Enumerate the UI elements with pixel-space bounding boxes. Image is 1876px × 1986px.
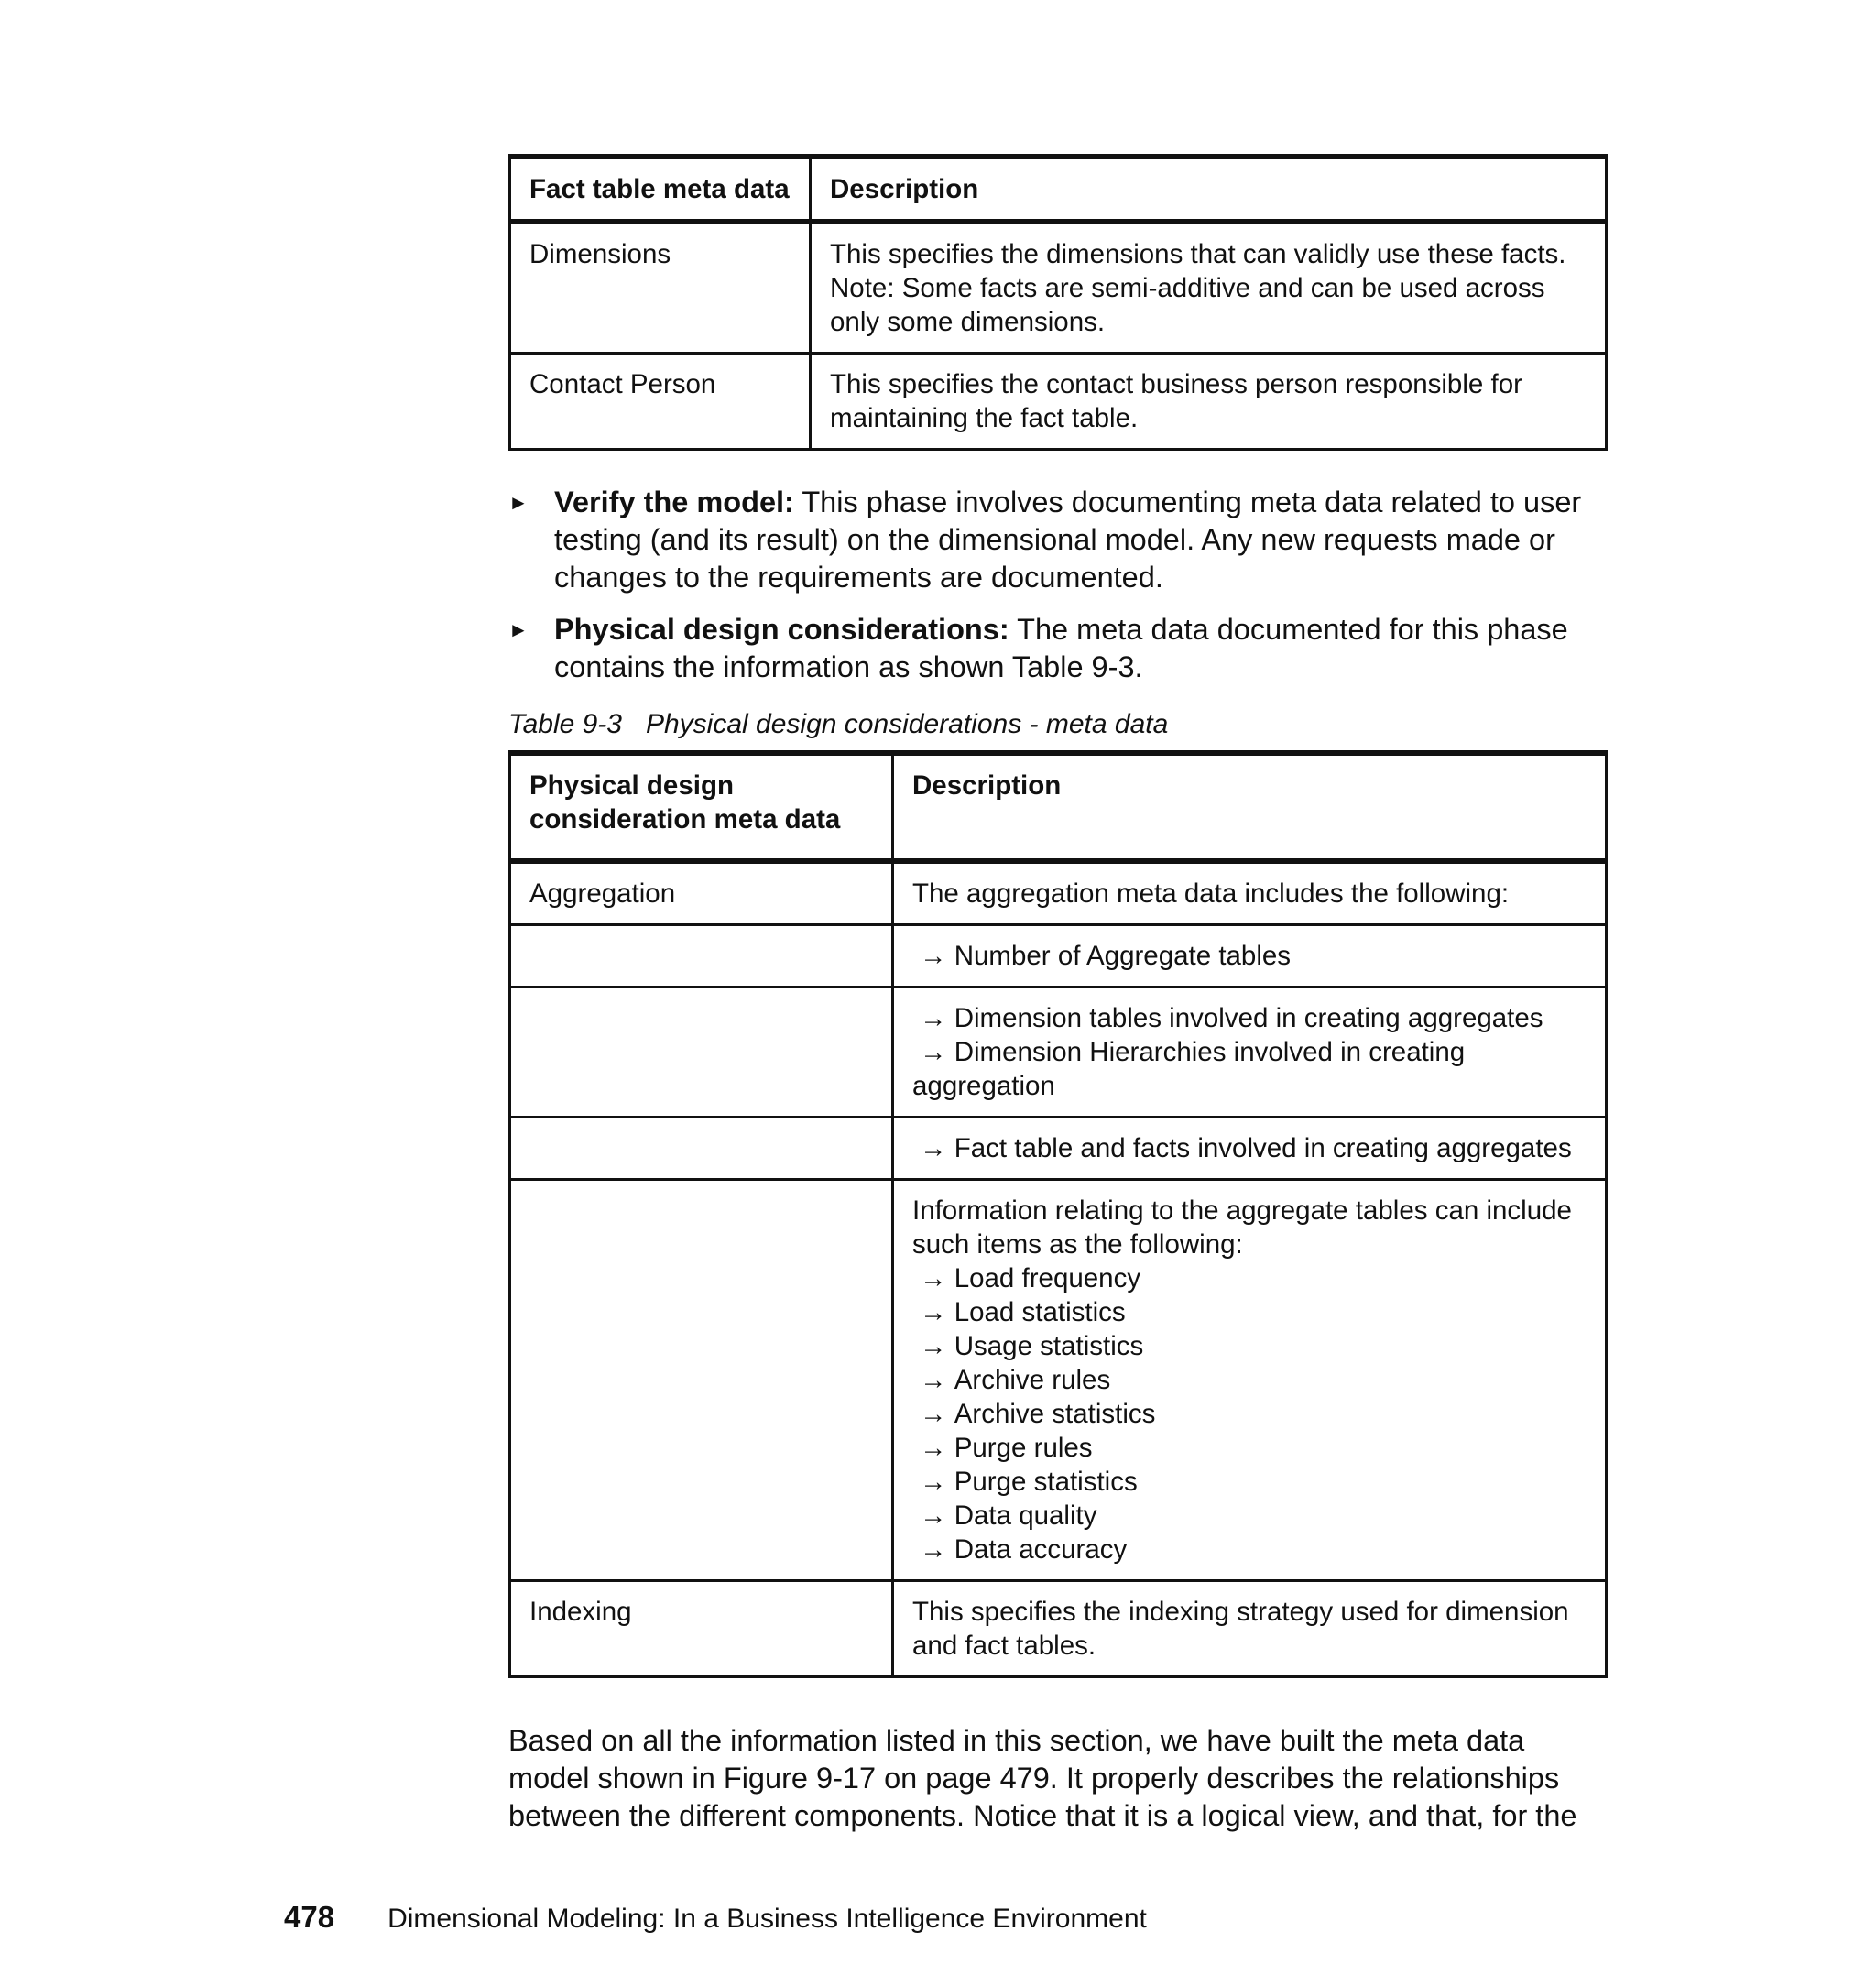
page-footer — [284, 1901, 1147, 1936]
column-header: Physical design consideration meta data — [510, 753, 893, 861]
arrow-list-item: → Purge statistics — [912, 1465, 1587, 1499]
bullet-text: This phase involves documenting meta data related to user testing (and its result) on the dimensional model. Any new requests made or changes to the requirements are documented. — [554, 486, 1582, 594]
arrow-list-item: → Data accuracy — [912, 1533, 1587, 1566]
row-name: Indexing — [510, 1581, 893, 1677]
body-paragraph: Based on all the information listed in this section, we have built the meta data model shown in Figure 9-17 on page 479. It properly describes the relationships between the different components. Notice that it is a logical view, and that, for the — [508, 1724, 1577, 1832]
arrow-list-item: → Load statistics — [912, 1295, 1587, 1329]
arrow-list-item: → Archive statistics — [912, 1397, 1587, 1431]
row-name: Dimensions — [510, 222, 811, 354]
page-number: 478 — [284, 1900, 335, 1934]
table-row — [510, 925, 1607, 988]
row-description — [811, 222, 1607, 354]
row-description: This specifies the indexing strategy used for dimension and fact tables. — [893, 1581, 1607, 1677]
description-line: Note: Some facts are semi-additive and can be used across — [830, 273, 1545, 303]
arrow-list-item: → Usage statistics — [912, 1329, 1587, 1363]
arrow-list-item: → Archive rules — [912, 1363, 1587, 1397]
table-row — [510, 1581, 1607, 1677]
caption-title: Physical design considerations - meta data — [645, 709, 1169, 739]
row-description: Information relating to the aggregate tables can include such items as the following: → Load frequency → Load statistics → Usage statistics → Archive rules → Archive statistics → Purge rules → Purge statistics → Data quality → Data accuracy — [893, 1180, 1607, 1581]
row-name-empty — [510, 925, 893, 988]
table-row — [510, 1118, 1607, 1180]
row-description: → Number of Aggregate tables — [893, 925, 1607, 988]
arrow-list-item: → Load frequency — [912, 1261, 1587, 1295]
column-header: Description — [893, 753, 1607, 861]
row-name-empty — [510, 1180, 893, 1581]
row-description: → Dimension tables involved in creating aggregates → Dimension Hierarchies involved in creating aggregation — [893, 988, 1607, 1118]
fact-table-meta-data-table — [508, 154, 1608, 451]
list-item — [508, 611, 1608, 686]
arrow-list-item: → Purge rules — [912, 1431, 1587, 1465]
table-header-row — [510, 753, 1607, 861]
table-row — [510, 861, 1607, 925]
column-header: Description — [811, 157, 1607, 222]
arrow-list-item: → Data quality — [912, 1499, 1587, 1533]
description-line: This specifies the contact business person responsible for — [830, 369, 1522, 399]
bullet-heading: Verify the model: — [554, 486, 794, 518]
row-description — [811, 354, 1607, 450]
physical-design-meta-data-table — [508, 750, 1608, 1678]
row-name: Aggregation — [510, 861, 893, 925]
table-row — [510, 1180, 1607, 1581]
triangle-bullet-icon: ► — [508, 618, 529, 641]
table-row — [510, 222, 1607, 354]
caption-number: Table 9-3 — [508, 709, 622, 739]
description-line: maintaining the fact table. — [830, 403, 1139, 433]
bullet-text: The meta data documented for this phase contains the information as shown Table 9-3. — [554, 613, 1568, 683]
list-item — [508, 484, 1608, 596]
description-line: only some dimensions. — [830, 307, 1106, 337]
row-description: The aggregation meta data includes the following: — [893, 861, 1607, 925]
bullet-list — [508, 484, 1608, 686]
table-header-row — [510, 157, 1607, 222]
table-caption — [508, 708, 1608, 741]
bullet-heading: Physical design considerations: — [554, 613, 1009, 646]
row-name: Contact Person — [510, 354, 811, 450]
table-row — [510, 988, 1607, 1118]
column-header: Fact table meta data — [510, 157, 811, 222]
page-content — [508, 154, 1608, 1835]
book-title: Dimensional Modeling: In a Business Intelligence Environment — [387, 1904, 1147, 1934]
row-name-empty — [510, 988, 893, 1118]
triangle-bullet-icon: ► — [508, 491, 529, 514]
description-line: This specifies the dimensions that can validly use these facts. — [830, 239, 1566, 269]
row-name-empty — [510, 1118, 893, 1180]
row-description: → Fact table and facts involved in creating aggregates — [893, 1118, 1607, 1180]
table-row — [510, 354, 1607, 450]
